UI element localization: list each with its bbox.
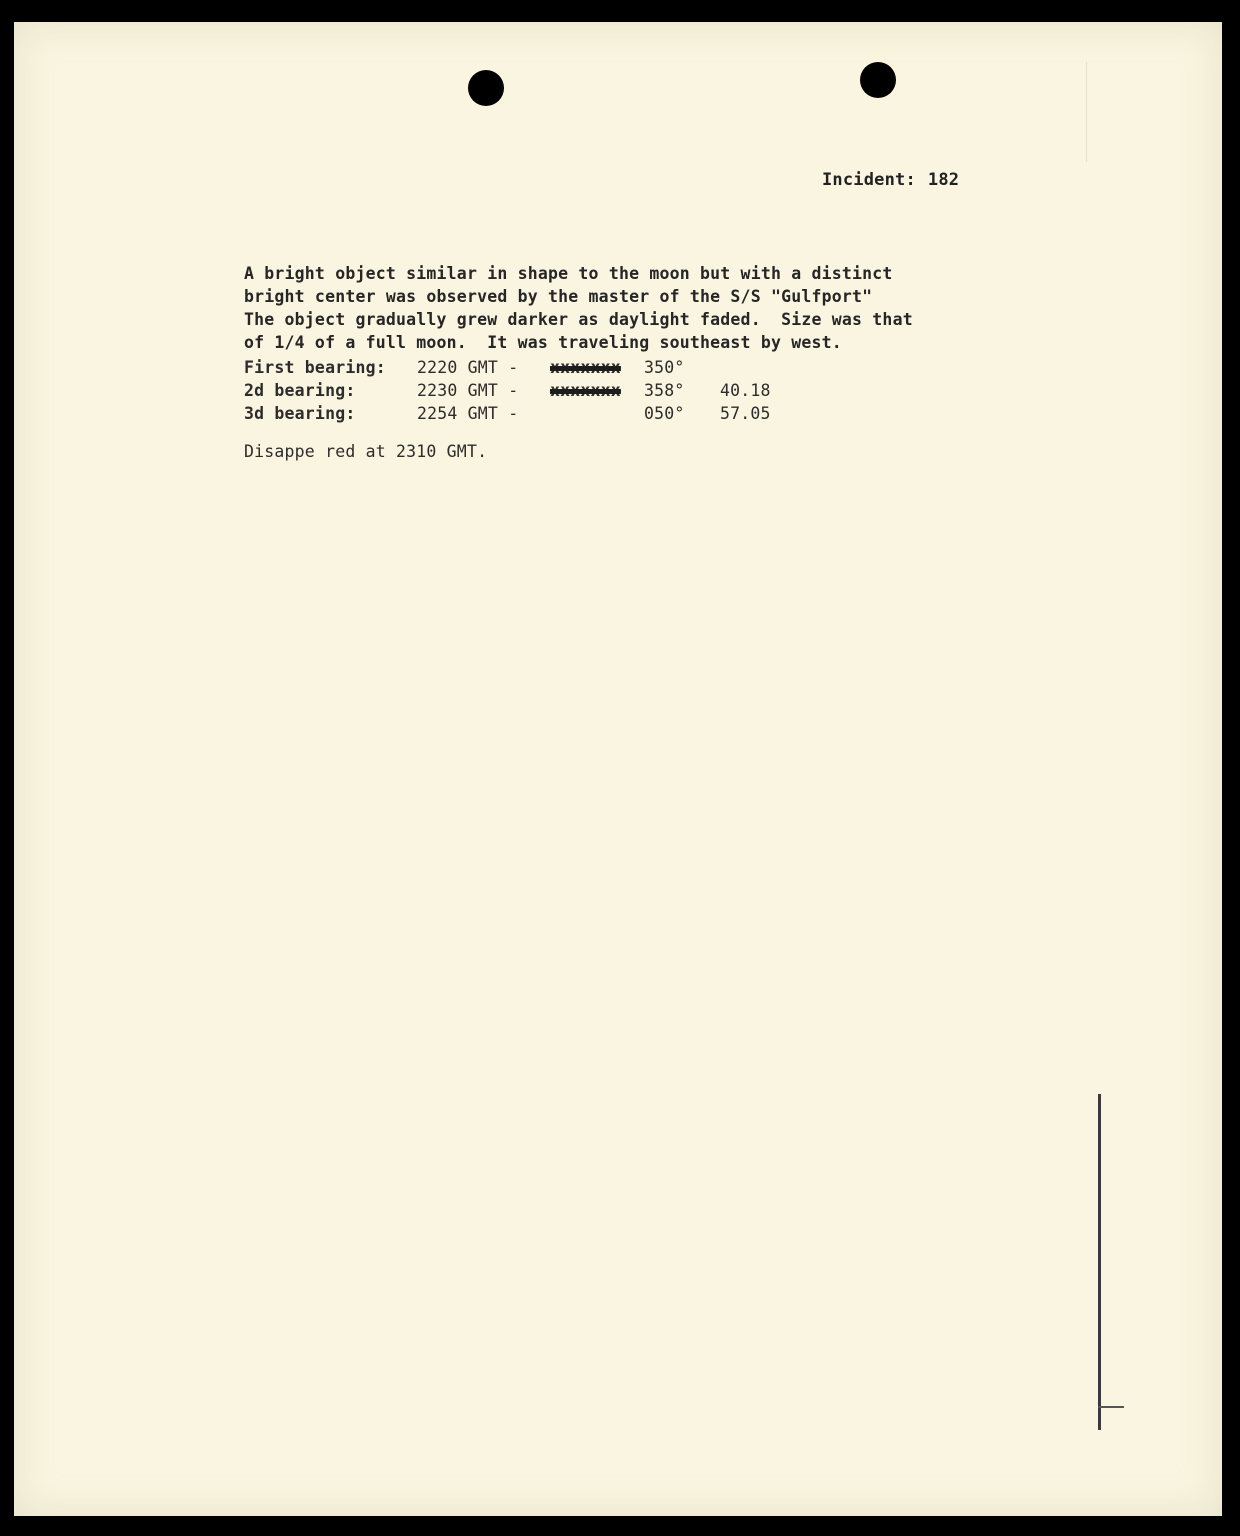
incident-number: 182	[927, 170, 960, 190]
bearing-time: 2254 GMT -	[417, 404, 519, 423]
document-page: Incident: 182 A bright object similar in shape to the moon but with a distinct bright center was observed by the master of the S/S "Gulfport" The object gradually grew darker as daylight faded. Size was that of 1/4 of a full moon. It was traveling southeast by west. First bearing: 2220 GMT - xxxxxxx 350° 2d bearing: 2230 GMT - xxxxxxx 358° 40.18 3d bearing: 2254 GMT - 050° 57.05 Disappe red at 2310 GMT.	[14, 22, 1222, 1516]
bearing-label: 2d bearing:	[244, 381, 356, 400]
bearing-time: 2230 GMT -	[417, 381, 519, 400]
bearing-degrees: 050°	[644, 404, 685, 423]
bearing-degrees: 350°	[644, 358, 685, 377]
bearing-label: 3d bearing:	[244, 404, 356, 423]
punch-hole-left	[468, 70, 504, 106]
disappeared-note: Disappe red at 2310 GMT.	[244, 442, 488, 461]
description-line: bright center was observed by the master of the S/S "Gulfport"	[244, 287, 873, 306]
incident-description	[244, 262, 1004, 354]
punch-hole-right	[860, 62, 896, 98]
incident-header	[822, 170, 959, 190]
paper-crease	[1086, 62, 1087, 162]
description-line: A bright object similar in shape to the moon but with a distinct	[244, 264, 893, 283]
bearing-value: 57.05	[720, 404, 771, 423]
incident-label: Incident:	[822, 170, 916, 190]
bearing-value: 40.18	[720, 381, 771, 400]
bearing-degrees: 358°	[644, 381, 685, 400]
description-line: of 1/4 of a full moon. It was traveling southeast by west.	[244, 333, 842, 352]
margin-tick	[1098, 1406, 1124, 1408]
description-line: The object gradually grew darker as daylight faded. Size was that	[244, 310, 913, 329]
margin-rule	[1098, 1094, 1101, 1430]
bearing-label: First bearing:	[244, 358, 386, 377]
bearing-time: 2220 GMT -	[417, 358, 519, 377]
